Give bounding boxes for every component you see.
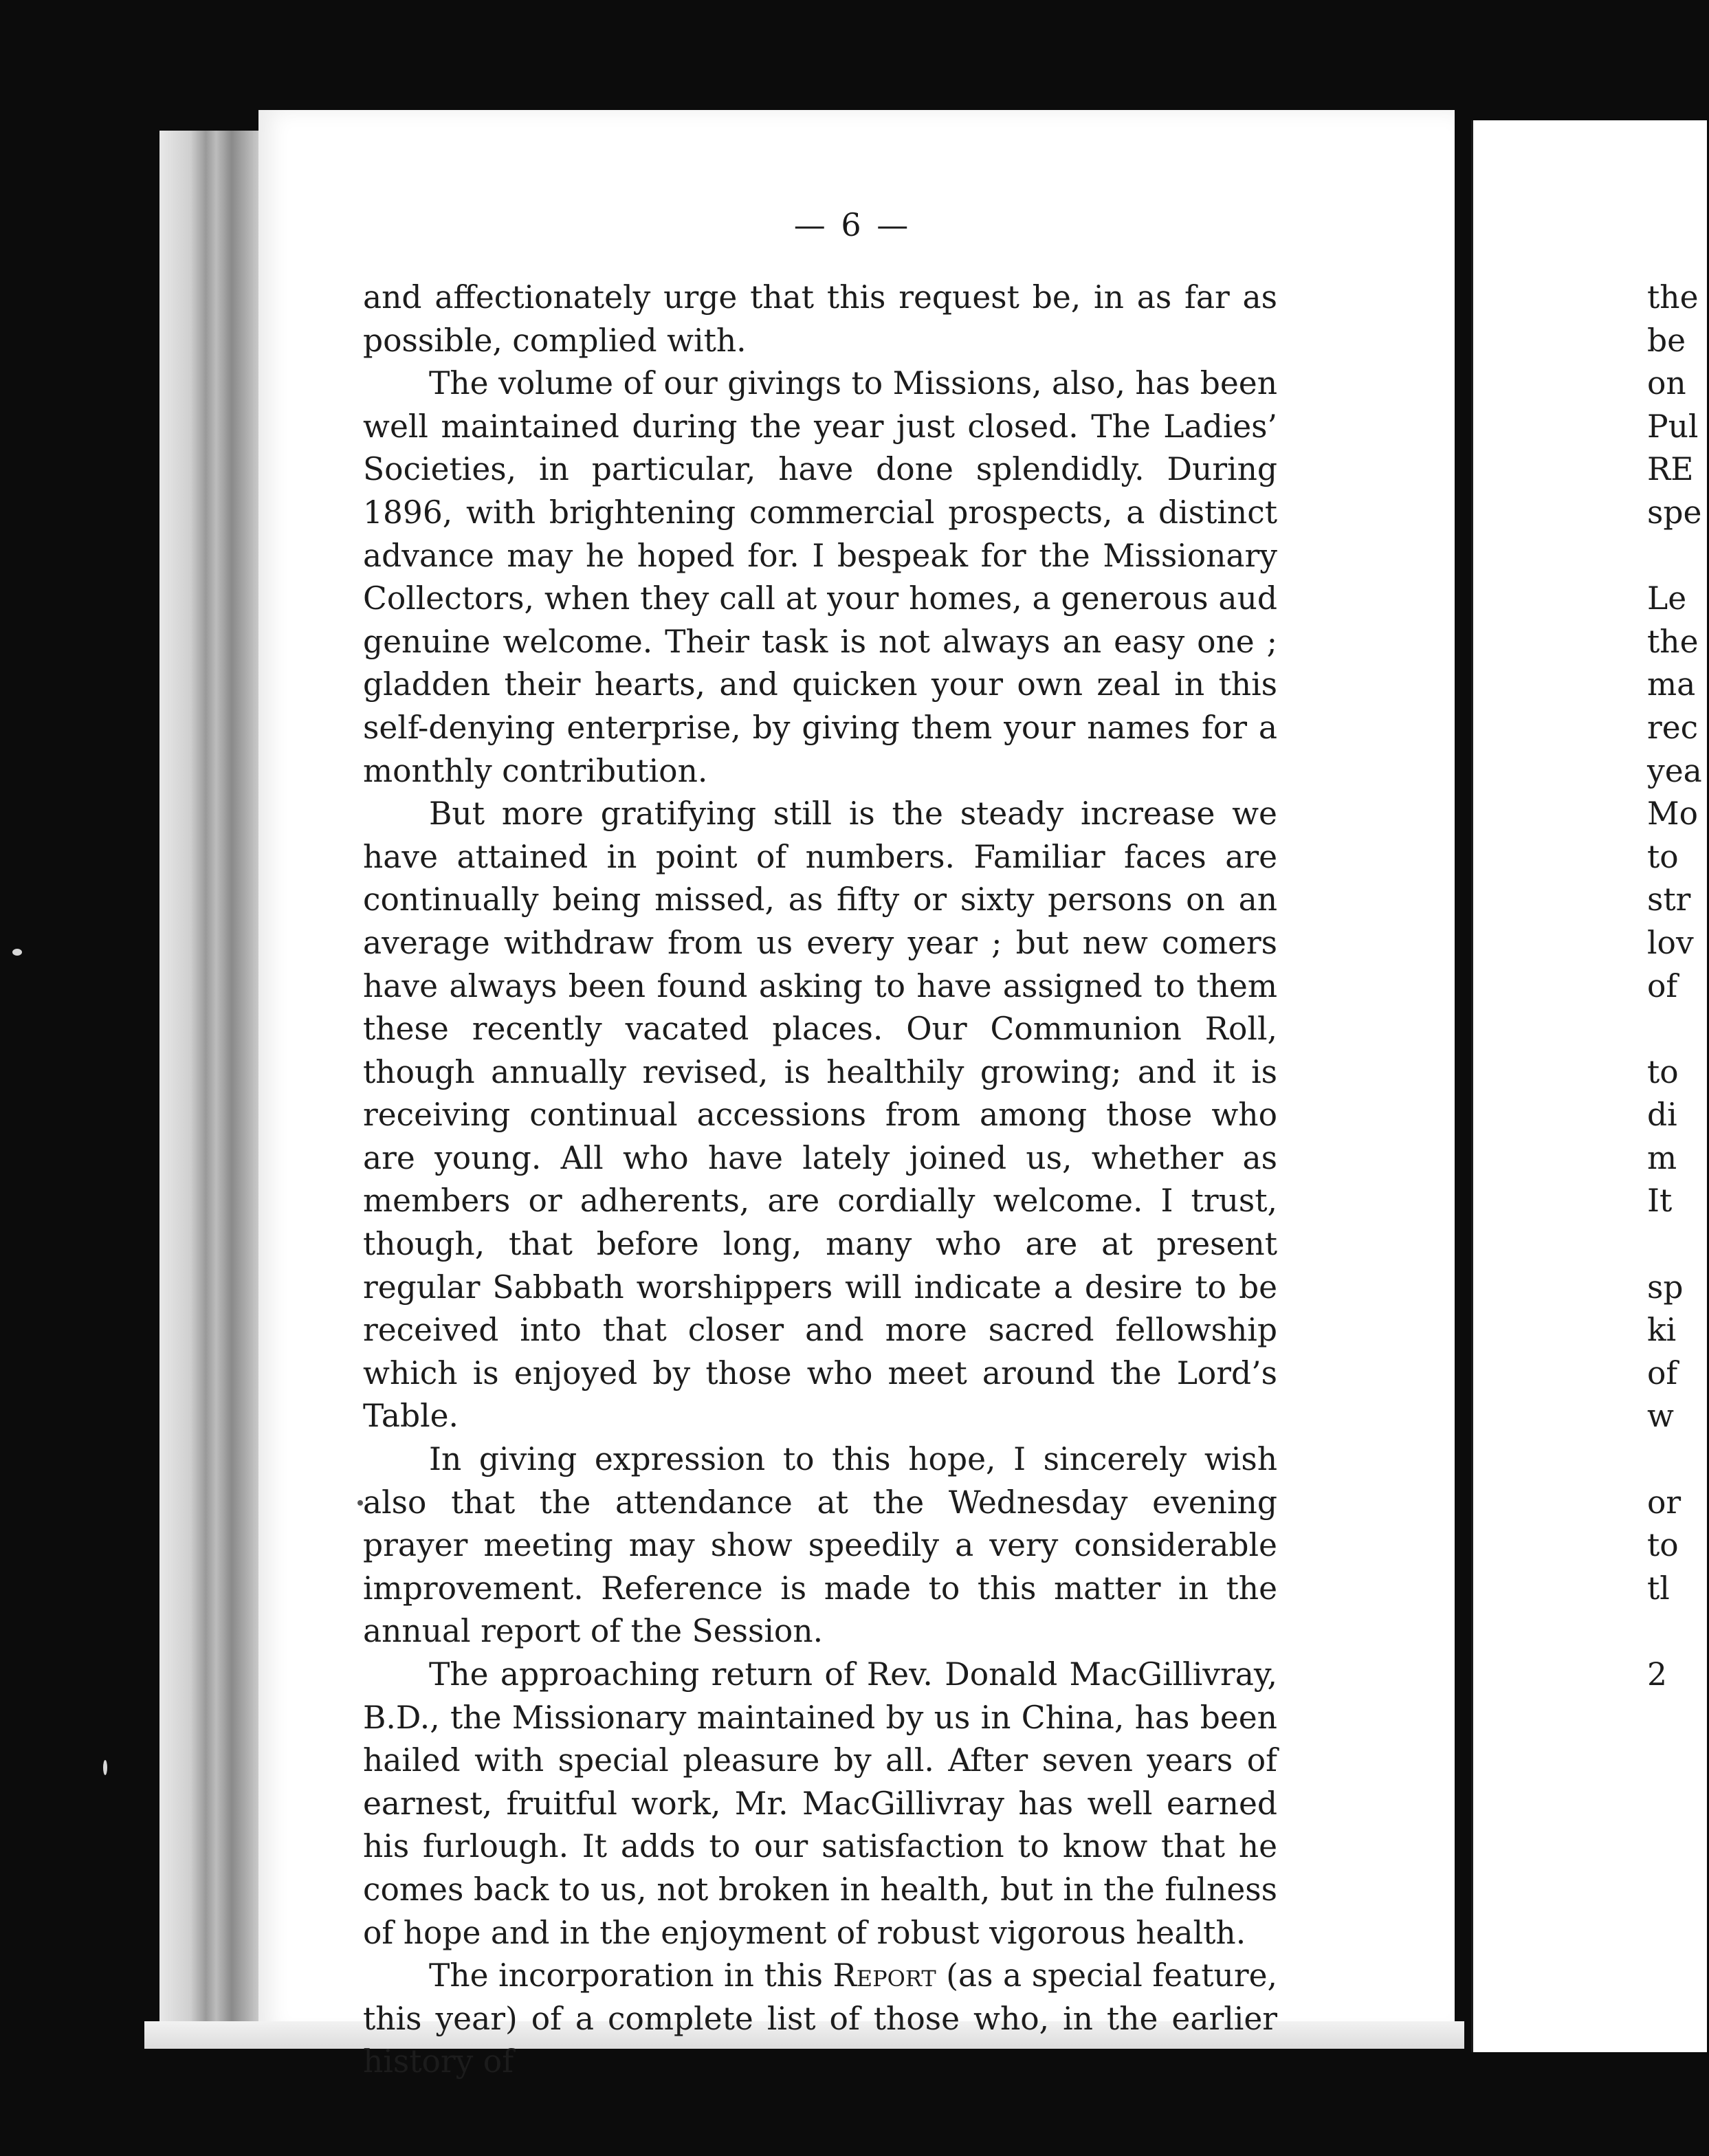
right-page-line: the (1647, 279, 1699, 316)
right-page-line (1647, 1438, 1709, 1482)
paragraph-text: The incorporation in this (429, 1957, 833, 1994)
right-page-line: spe (1647, 494, 1702, 531)
right-page-line: w (1647, 1398, 1674, 1435)
right-page-line: Le (1647, 580, 1687, 617)
report-smallcaps: Report (833, 1957, 936, 1994)
scan-speck (103, 1760, 107, 1775)
scan-speck (12, 949, 22, 956)
page-stack-edge (159, 131, 264, 2035)
right-page-line: tl (1647, 1570, 1670, 1607)
paragraph: In giving expression to this hope, I sincerely wish also that the attendance at the Wednesday evening prayer meeting may show speedily a very considerable improvement. Reference is made to this matter in the annual report of the Session. (363, 1441, 1277, 1650)
paragraph-text: (as a special feature, this year) of a complete list of those who, in the earlier history of (363, 1957, 1277, 2080)
right-page-line: Mo (1647, 795, 1698, 833)
right-page-line: sp (1647, 1268, 1684, 1306)
right-page-line: di (1647, 1097, 1677, 1134)
right-page-line: the (1647, 623, 1699, 660)
right-page-line: rec (1647, 709, 1699, 746)
right-page-line: to (1647, 1053, 1679, 1090)
paragraph: and affectionately urge that this request be, in as far as possible, complied with. (363, 279, 1277, 359)
right-page-line: of (1647, 967, 1678, 1004)
right-page-line: to (1647, 1527, 1679, 1564)
paragraph: The volume of our givings to Missions, also, has been well maintained during the year just closed. The Ladies’ Societies, in particular, have done splendidly. During 1896, with brightening commercial prospects, a distinct advance may he hoped for. I bespeak for the Missionary Collectors, when they call at your homes, a generous aud genuine welcome. Their task is not always an easy one ; gladden their hearts, and quicken your own zeal in this self-denying enterprise, by giving them your names for a monthly contribution. (363, 365, 1277, 789)
right-page-line: m (1647, 1139, 1677, 1176)
right-page-line: Pul (1647, 408, 1699, 445)
body-text (363, 276, 1277, 2084)
right-page-line: on (1647, 365, 1686, 402)
page-number: — 6 — (793, 206, 912, 243)
right-page-line: 2 (1647, 1656, 1667, 1693)
right-page-line: lov (1647, 924, 1694, 961)
right-page-line: yea (1647, 752, 1702, 789)
paragraph: The approaching return of Rev. Donald MacGillivray, B.D., the Missionary maintained by us in China, has been hailed with special pleasure by all. After seven years of earnest, fruitful work, Mr. MacGillivray has well earned his furlough. It adds to our satisfaction to know that he comes back to us, not broken in health, but in the fulness of hope and in the enjoyment of robust vigorous health. (363, 1656, 1277, 1951)
paragraph: But more gratifying still is the steady increase we have attained in point of numbers. Familiar faces are continually being missed, as fifty or sixty persons on an average withdraw from us every year ; but new comers have always been found asking to have assigned to them these recently vacated places. Our Communion Roll, though annually revised, is healthily growing; and it is receiving continual accessions from among those who are young. All who have lately joined us, whether as members or adherents, are cordially welcome. I trust, though, that before long, many who are at present regular Sabbath worshippers will indicate a desire to be received into that closer and more sacred fellowship which is enjoyed by those who meet around the Lord’s Table. (363, 795, 1277, 1435)
right-page-line: ki (1647, 1312, 1677, 1349)
right-page-text-fragments (1647, 276, 1709, 1697)
right-page-line (1647, 1008, 1709, 1051)
paragraph (363, 1955, 1277, 2084)
right-page-line: RE (1647, 451, 1694, 488)
right-page-line: It (1647, 1182, 1673, 1220)
right-page-line: be (1647, 322, 1686, 359)
right-page-line: of (1647, 1354, 1678, 1392)
scan-speck (357, 1500, 363, 1506)
right-page-line (1647, 1610, 1709, 1653)
right-page-line: ma (1647, 666, 1696, 703)
right-page-line (1647, 535, 1709, 578)
right-page-line: to (1647, 838, 1679, 875)
right-page-line: str (1647, 881, 1691, 918)
right-page-line: or (1647, 1484, 1682, 1521)
right-page-line (1647, 1223, 1709, 1266)
